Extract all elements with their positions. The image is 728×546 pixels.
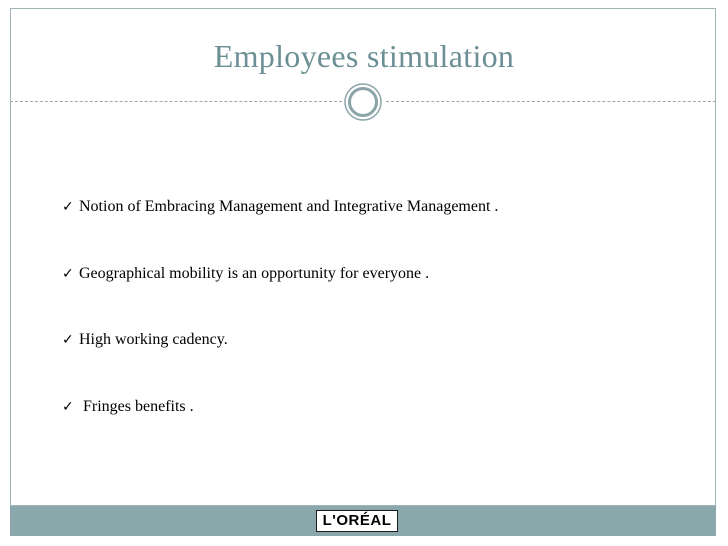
loreal-logo: L'ORÉAL <box>316 510 398 532</box>
bullet-text: Notion of Embracing Management and Integrative Management . <box>79 198 499 215</box>
checkmark-icon: ✓ <box>62 332 74 348</box>
list-item <box>62 330 228 350</box>
checkmark-icon: ✓ <box>62 199 74 215</box>
list-item <box>62 264 429 284</box>
list-item <box>62 397 194 417</box>
bullet-text: Geographical mobility is an opportunity for everyone . <box>79 265 430 282</box>
circle-ornament-icon <box>343 82 383 122</box>
slide-title: Employees stimulation <box>213 38 515 74</box>
bullet-text: High working cadency. <box>79 331 228 348</box>
checkmark-icon: ✓ <box>62 399 74 415</box>
checkmark-icon: ✓ <box>62 266 74 282</box>
bullet-text: Fringes benefits . <box>79 398 194 415</box>
list-item <box>62 197 498 217</box>
title-divider-right <box>386 101 716 102</box>
title-divider-left <box>10 101 342 102</box>
